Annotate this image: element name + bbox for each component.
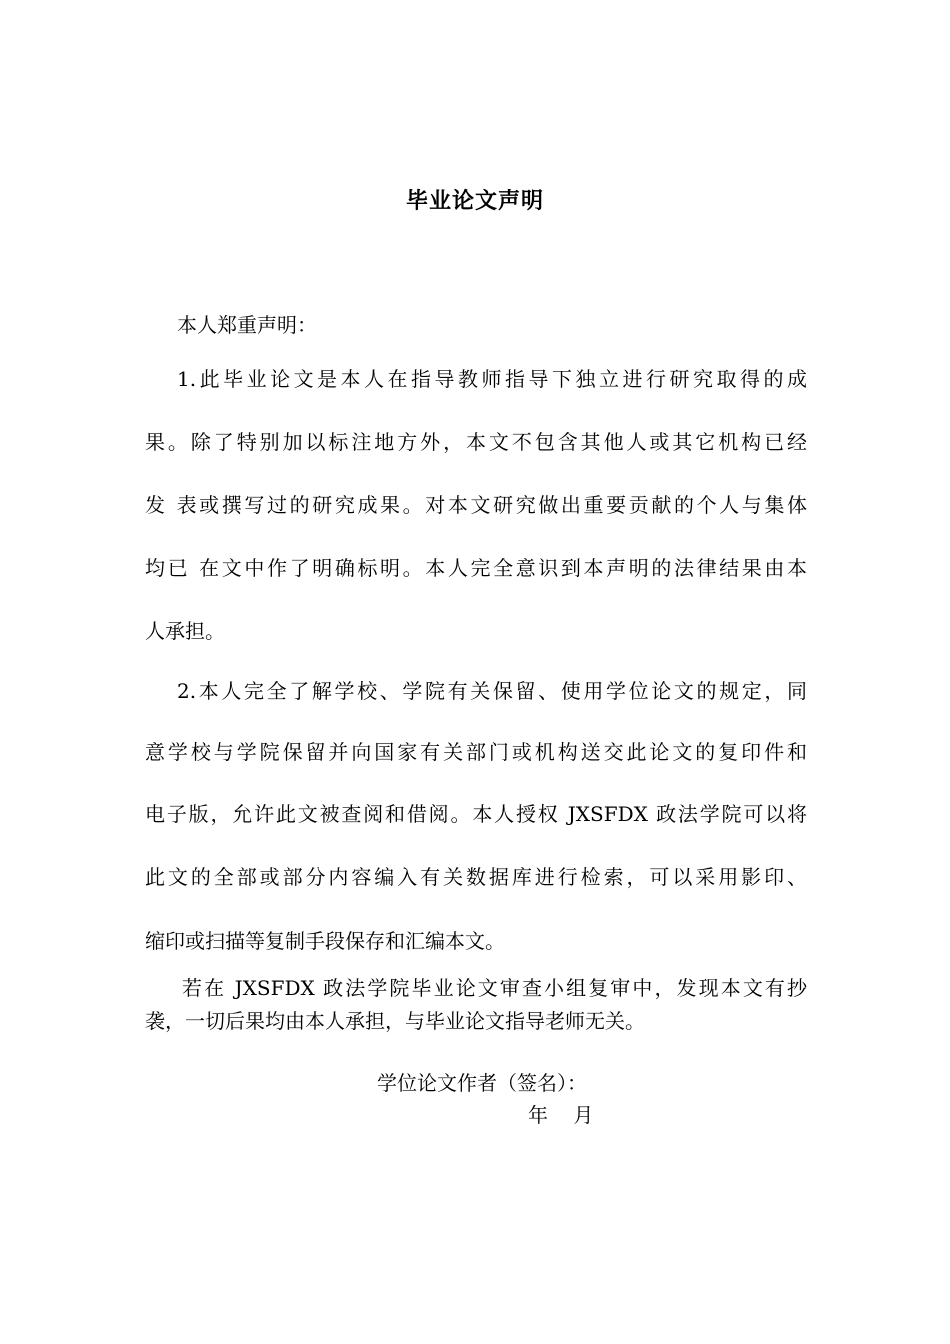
- intro-text: 本人郑重声明：: [177, 313, 317, 337]
- item2-line: 2.本人完全了解学校、学院有关保留、使用学位论文的规定，同: [177, 679, 807, 703]
- item2-line: 此文的全部或部分内容编入有关数据库进行检索，可以采用影印、: [145, 865, 807, 889]
- item1-line: 果。除了特别加以标注地方外，本文不包含其他人或其它机构已经: [145, 430, 807, 454]
- item3-line: 若在 JXSFDX 政法学院毕业论文审查小组复审中，发现本文有抄: [182, 976, 807, 1000]
- item2-line: 意学校与学院保留并向国家有关部门或机构送交此论文的复印件和: [145, 740, 807, 764]
- item1-line: 均已 在文中作了明确标明。本人完全意识到本声明的法律结果由本: [145, 556, 807, 580]
- item1-line: 1.此毕业论文是本人在指导教师指导下独立进行研究取得的成: [177, 367, 807, 391]
- item2-line: 缩印或扫描等复制手段保存和汇编本文。: [145, 929, 505, 953]
- item1-line: 发 表或撰写过的研究成果。对本文研究做出重要贡献的个人与集体: [145, 493, 807, 517]
- date-label: 年 月: [528, 1103, 594, 1127]
- signature-label: 学位论文作者（签名）：: [377, 1071, 587, 1095]
- page-title: 毕业论文声明: [405, 189, 544, 214]
- item3-line: 袭，一切后果均由本人承担，与毕业论文指导老师无关。: [145, 1009, 645, 1033]
- item2-line: 电子版，允许此文被查阅和借阅。本人授权 JXSFDX 政法学院可以将: [145, 802, 807, 826]
- item1-line: 人承担。: [145, 619, 225, 643]
